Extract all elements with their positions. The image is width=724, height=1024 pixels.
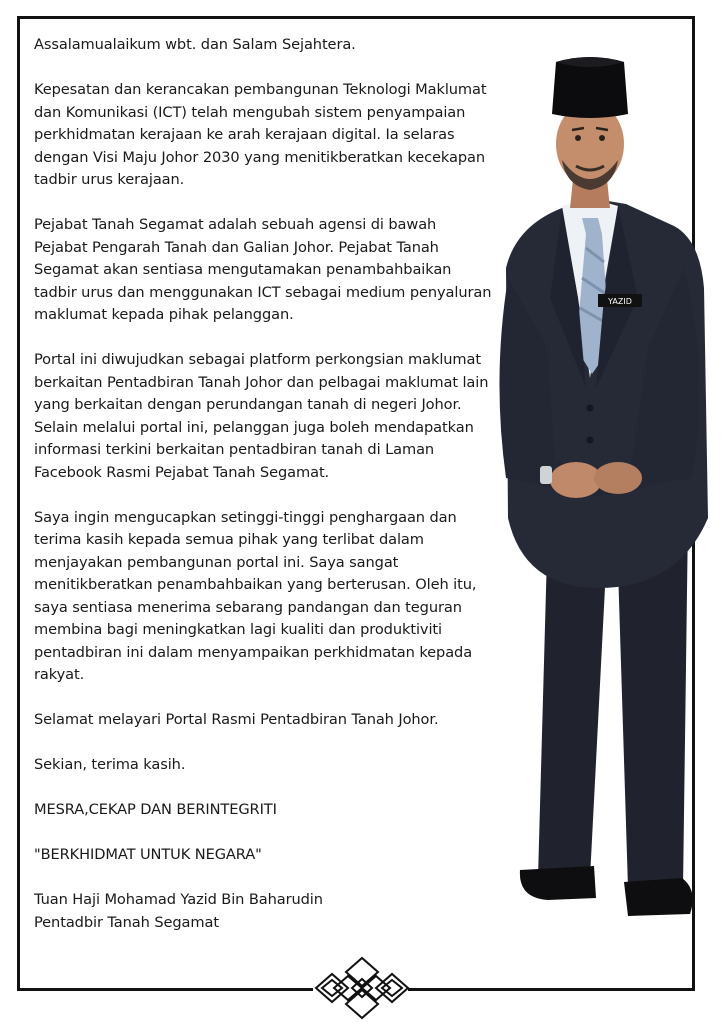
bottom-rule-left: [17, 988, 313, 991]
greeting: Assalamualaikum wbt. dan Salam Sejahtera.: [34, 36, 356, 53]
paragraph-portal: Portal ini diwujudkan sebagai platform perkongsian maklumat berkaitan Pentadbiran Tanah Johor dan pelbagai maklumat lain yang berkaitan dengan perundangan tanah di negeri Johor. Selain melalui portal ini, pelanggan juga boleh mendapatkan informasi terkini berkaitan pentadbiran tanah di Laman Facebook Rasmi Pejabat Tanah Segamat.: [34, 351, 489, 481]
paragraph-agency: Pejabat Tanah Segamat adalah sebuah agensi di bawah Pejabat Pengarah Tanah dan Galian Johor. Pejabat Tanah Segamat akan sentiasa mengutamakan penambahbaikan tadbir urus dan menggunakan ICT sebagai medium penyaluran maklumat kepada pihak pelanggan.: [34, 216, 492, 323]
name-tag-text: YAZID: [608, 297, 632, 306]
signatory-title: Pentadbir Tanah Segamat: [34, 913, 219, 931]
farewell-line: Sekian, terima kasih.: [34, 756, 186, 773]
paragraph-thanks: Saya ingin mengucapkan setinggi-tinggi penghargaan dan terima kasih kepada semua pihak yang terlibat dalam menjayakan pembangunan portal ini. Saya sangat menitikberatkan penambahbaikan yang berterusan. Oleh itu, saya sentiasa menerima sebarang pandangan dan teguran membina bagi meningkatkan lagi kualiti dan produktiviti pentadbiran ini dalam menyampaikan perkhidmatan kepada rakyat.: [34, 508, 477, 683]
closing-line: Selamat melayari Portal Rasmi Pentadbiran Tanah Johor.: [34, 711, 439, 728]
paragraph-ict: Kepesatan dan kerancakan pembangunan Teknologi Maklumat dan Komunikasi (ICT) telah mengubah sistem penyampaian perkhidmatan kerajaan ke arah kerajaan digital. Ia selaras dengan Visi Maju Johor 2030 yang menitikberatkan kecekapan tadbir urus kerajaan.: [34, 81, 487, 188]
administrator-portrait: [478, 48, 718, 928]
diamond-ornament-icon: [312, 946, 412, 1022]
motto: MESRA,CEKAP DAN BERINTEGRITI: [34, 801, 277, 818]
slogan: "BERKHIDMAT UNTUK NEGARA": [34, 846, 262, 863]
welcome-letter: [34, 34, 494, 934]
bottom-rule-right: [408, 988, 695, 991]
signatory-name: Tuan Haji Mohamad Yazid Bin Baharudin: [34, 891, 323, 908]
